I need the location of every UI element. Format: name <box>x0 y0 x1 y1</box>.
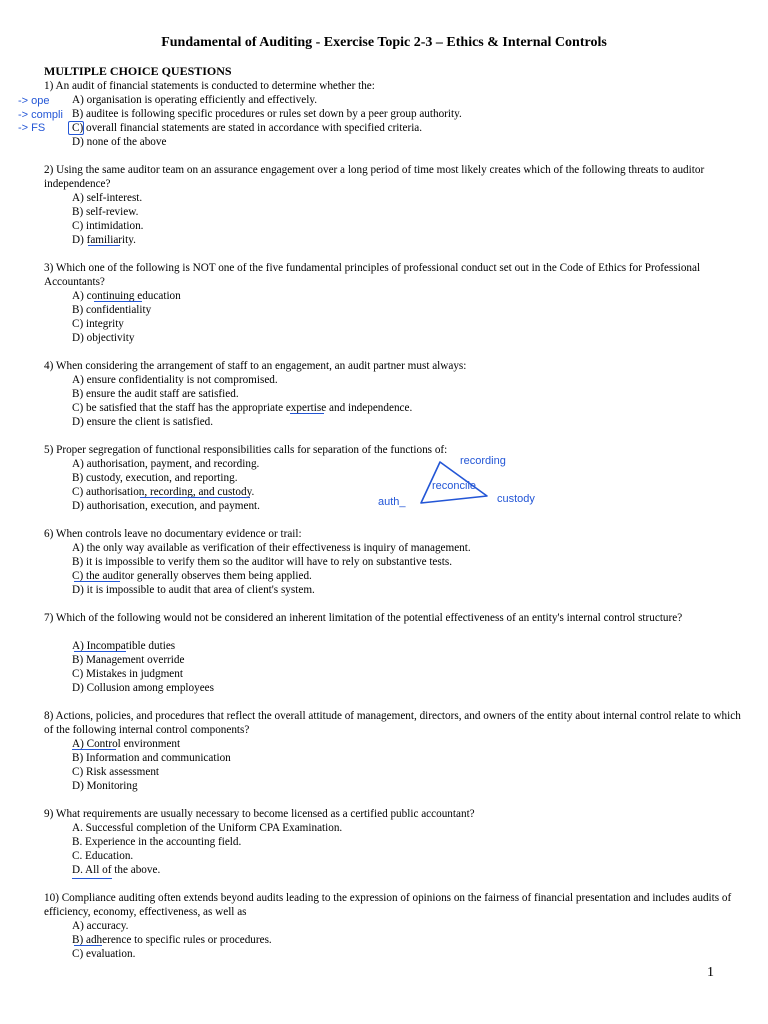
q7-option-c: C) Mistakes in judgment <box>72 668 183 680</box>
question-6: 6) When controls leave no documentary evidence or trail: <box>44 528 302 540</box>
q2-option-d: D) familiarity. <box>72 234 136 246</box>
triangle-label-custody: custody <box>497 493 535 505</box>
question-3: 3) Which one of the following is NOT one of the five fundamental principles of professional conduct set out in the Code of Ethics for Professional Accountants? <box>44 262 701 288</box>
q6-option-d: D) it is impossible to audit that area of client's system. <box>72 584 315 596</box>
underline-q7 <box>74 651 126 652</box>
q3-option-c: C) integrity <box>72 318 124 330</box>
q2-option-c: C) intimidation. <box>72 220 144 232</box>
q5-option-c: C) authorisation, recording, and custody. <box>72 486 255 498</box>
q10-option-b: B) adherence to specific rules or procedures. <box>72 934 272 946</box>
q2-option-a: A) self-interest. <box>72 192 143 204</box>
q8-option-b: B) Information and communication <box>72 752 231 764</box>
margin-note-3: -> FS <box>18 122 46 134</box>
q4-option-d: D) ensure the client is satisfied. <box>72 416 214 428</box>
underline-q4 <box>290 413 324 414</box>
q3-option-a: A) continuing education <box>72 290 181 302</box>
q6-option-b: B) it is impossible to verify them so the auditor will have to rely on substantive tests. <box>72 556 453 568</box>
q10-option-c: C) evaluation. <box>72 948 136 960</box>
q7-option-a: A) Incompatible duties <box>72 640 176 652</box>
q5-option-a: A) authorisation, payment, and recording. <box>72 458 260 470</box>
q9-option-a: A. Successful completion of the Uniform CPA Examination. <box>72 822 343 834</box>
q1-option-c: C) overall financial statements are stated in accordance with specified criteria. <box>72 122 423 134</box>
question-7: 7) Which of the following would not be considered an inherent limitation of the potential effectiveness of an entity's internal control structure? <box>44 612 683 624</box>
triangle-label-auth: auth_ <box>378 496 406 508</box>
q1-option-b: B) auditee is following specific procedures or rules set down by a peer group authority. <box>72 108 462 120</box>
underline-q9 <box>72 878 112 879</box>
q9-option-c: C. Education. <box>72 850 134 862</box>
q3-option-d: D) objectivity <box>72 332 135 344</box>
page-number: 1 <box>707 965 714 980</box>
question-5: 5) Proper segregation of functional responsibilities calls for separation of the functions of: <box>44 444 448 456</box>
underline-q5 <box>140 497 250 498</box>
question-4: 4) When considering the arrangement of staff to an engagement, an audit partner must always: <box>44 360 467 372</box>
q10-option-a: A) accuracy. <box>72 920 129 932</box>
section-heading: MULTIPLE CHOICE QUESTIONS <box>44 64 232 78</box>
q5-option-b: B) custody, execution, and reporting. <box>72 472 238 484</box>
q1-option-d: D) none of the above <box>72 136 167 148</box>
q6-option-a: A) the only way available as verification of their effectiveness is inquiry of management. <box>72 542 471 554</box>
q4-option-b: B) ensure the audit staff are satisfied. <box>72 388 239 400</box>
q7-option-d: D) Collusion among employees <box>72 682 215 694</box>
q9-option-b: B. Experience in the accounting field. <box>72 836 242 848</box>
triangle-label-recording: recording <box>460 455 506 467</box>
q4-option-a: A) ensure confidentiality is not compromised. <box>72 374 278 386</box>
question-1: 1) An audit of financial statements is conducted to determine whether the: <box>44 80 375 92</box>
page-title: Fundamental of Auditing - Exercise Topic 2-3 – Ethics & Internal Controls <box>161 35 607 50</box>
margin-note-2: -> compli <box>18 109 63 121</box>
q5-option-d: D) authorisation, execution, and payment. <box>72 500 260 512</box>
q9-option-d: D. All of the above. <box>72 864 161 876</box>
q8-option-c: C) Risk assessment <box>72 766 160 778</box>
underline-q2 <box>88 245 120 246</box>
underline-q10 <box>74 945 102 946</box>
q7-option-b: B) Management override <box>72 654 185 666</box>
answer-box-q1 <box>68 121 84 135</box>
q6-option-c: C) the auditor generally observes them being applied. <box>72 570 312 582</box>
margin-note-1: -> ope <box>18 95 50 107</box>
question-8: 8) Actions, policies, and procedures that reflect the overall attitude of management, directors, and owners of the entity about internal control relate to which of the following internal control components? <box>44 710 741 736</box>
q3-option-b: B) confidentiality <box>72 304 152 316</box>
q8-option-a: A) Control environment <box>72 738 181 750</box>
underline-q3 <box>94 301 142 302</box>
question-9: 9) What requirements are usually necessary to become licensed as a certified public accountant? <box>44 808 475 820</box>
underline-q6 <box>74 581 120 582</box>
q8-option-d: D) Monitoring <box>72 780 138 792</box>
triangle-label-reconcile: reconcile <box>432 480 477 492</box>
q1-option-a: A) organisation is operating efficiently and effectively. <box>72 94 318 106</box>
underline-q8 <box>72 749 116 750</box>
question-10: 10) Compliance auditing often extends beyond audits leading to the expression of opinions on the fairness of financial presentation and includes audits of efficiency, economy, effectiveness, as well as <box>44 892 732 918</box>
q4-option-c: C) be satisfied that the staff has the appropriate expertise and independence. <box>72 402 413 414</box>
question-2: 2) Using the same auditor team on an assurance engagement over a long period of time most likely creates which of the following threats to auditor independence? <box>44 164 705 190</box>
q2-option-b: B) self-review. <box>72 206 139 218</box>
